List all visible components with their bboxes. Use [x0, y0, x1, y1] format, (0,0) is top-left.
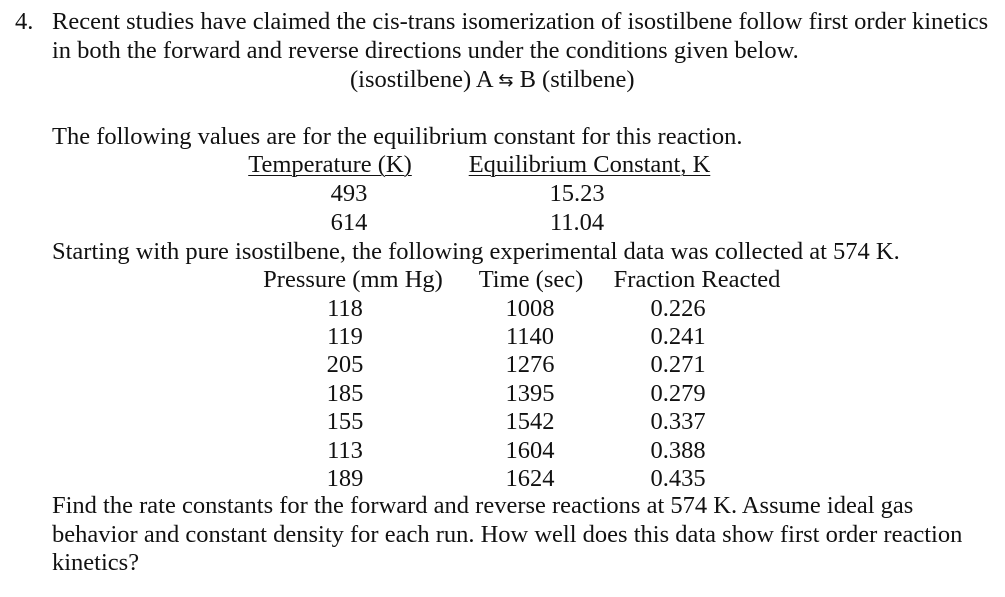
product-label: B (stilbene)	[519, 66, 635, 93]
eq-cell-temperature: 493	[330, 180, 368, 207]
exp-cell-pressure: 155	[326, 408, 364, 435]
eq-cell-constant: 15.23	[549, 180, 605, 207]
exp-cell-fraction: 0.271	[650, 351, 706, 378]
exp-cell-pressure: 118	[327, 295, 363, 322]
intro-line-1: Recent studies have claimed the cis-trans isomerization of isostilbene follow first order kinetics	[52, 8, 989, 35]
exp-cell-pressure: 205	[326, 351, 364, 378]
exp-cell-time: 1008	[505, 295, 555, 322]
exp-cell-pressure: 113	[327, 437, 363, 464]
exp-cell-pressure: 189	[326, 465, 364, 492]
exp-cell-time: 1276	[505, 351, 555, 378]
eq-cell-temperature: 614	[330, 209, 368, 236]
exp-cell-fraction: 0.435	[650, 465, 706, 492]
exp-cell-time: 1395	[505, 380, 555, 407]
equilibrium-intro: The following values are for the equilibrium constant for this reaction.	[52, 123, 743, 150]
question-number: 4.	[15, 8, 34, 35]
reactant-label: (isostilbene) A	[350, 66, 493, 93]
exp-cell-fraction: 0.279	[650, 380, 706, 407]
exp-cell-pressure: 119	[327, 323, 363, 350]
eq-cell-constant: 11.04	[549, 209, 605, 236]
eq-header-temperature: Temperature (K)	[248, 151, 412, 178]
final-line-2: behavior and constant density for each run. How well does this data show first order reaction	[52, 521, 963, 548]
exp-header-fraction: Fraction Reacted	[613, 266, 781, 293]
exp-cell-time: 1624	[505, 465, 555, 492]
eq-header-constant: Equilibrium Constant, K	[468, 151, 711, 178]
exp-header-time: Time (sec)	[478, 266, 584, 293]
experiment-intro: Starting with pure isostilbene, the following experimental data was collected at 574 K.	[52, 238, 900, 265]
reaction-equation	[350, 66, 635, 96]
exp-cell-fraction: 0.337	[650, 408, 706, 435]
exp-cell-fraction: 0.241	[650, 323, 706, 350]
exp-cell-time: 1542	[505, 408, 555, 435]
equilibrium-arrow-icon: ⇆	[498, 70, 514, 91]
exp-cell-fraction: 0.226	[650, 295, 706, 322]
intro-line-2: in both the forward and reverse directions under the conditions given below.	[52, 37, 799, 64]
exp-cell-pressure: 185	[326, 380, 364, 407]
final-line-3: kinetics?	[52, 549, 140, 576]
exp-header-pressure: Pressure (mm Hg)	[263, 266, 443, 293]
exp-cell-time: 1140	[505, 323, 555, 350]
exp-cell-fraction: 0.388	[650, 437, 706, 464]
exp-cell-time: 1604	[505, 437, 555, 464]
final-line-1: Find the rate constants for the forward and reverse reactions at 574 K. Assume ideal gas	[52, 492, 914, 519]
